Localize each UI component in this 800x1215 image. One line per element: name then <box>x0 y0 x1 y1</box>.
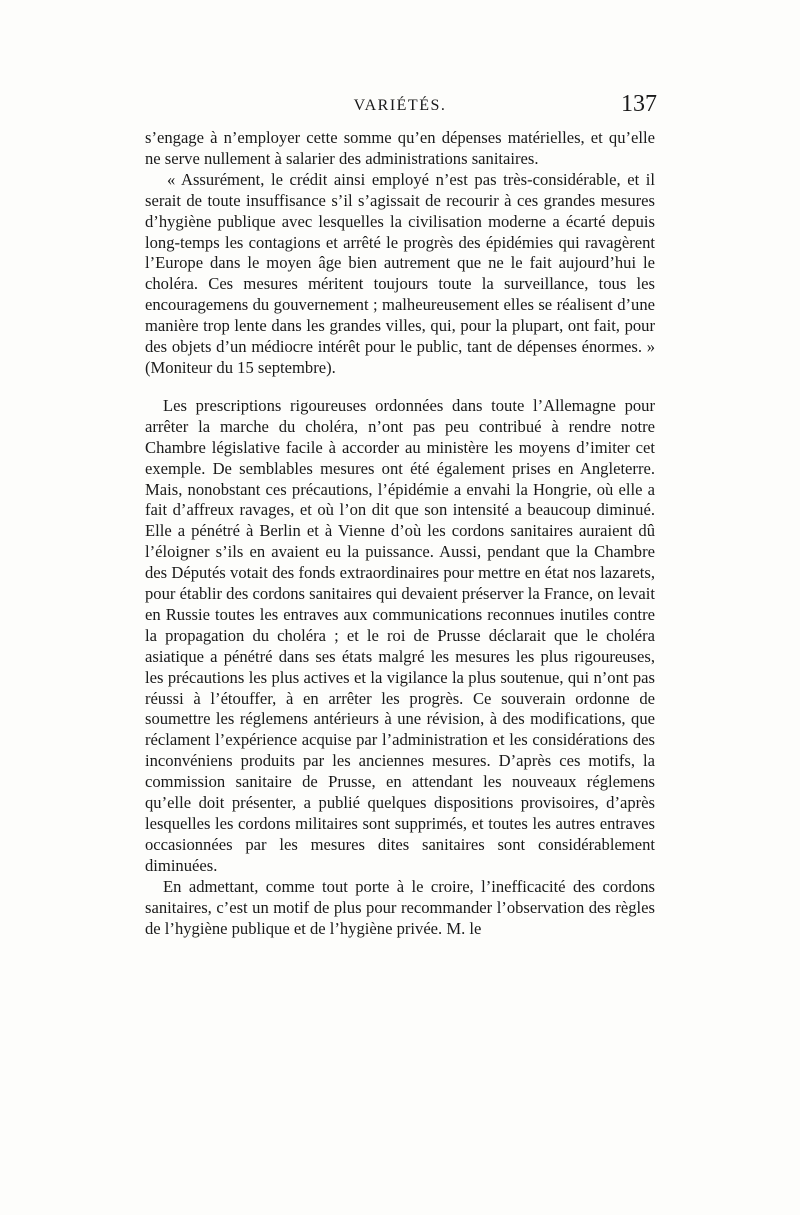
paragraph-prescriptions: Les prescriptions rigoureuses ordonnées dans toute l’Allemagne pour arrêter la marche du choléra, n’ont pas peu contribué à rendre notre Chambre législative facile à accorder au ministère les moyens d’imiter cet exemple. De semblables mesures ont été également prises en Angleterre. Mais, nonobstant ces précautions, l’épidémie a envahi la Hongrie, où elle a fait d’affreux ravages, et où l’on dit que son intensité a beaucoup diminué. Elle a pénétré à Berlin et à Vienne d’où les cordons sanitaires auraient dû l’éloigner s’ils en avaient eu la puissance. Aussi, pendant que la Chambre des Députés votait des fonds extraordinaires pour mettre en état nos lazarets, pour établir des cordons sanitaires qui devaient préserver la France, on levait en Russie toutes les entraves aux communications reconnues inutiles contre la propagation du choléra ; et le roi de Prusse déclarait que le choléra asiatique a pénétré dans ses états malgré les mesures les plus rigoureuses, les précautions les plus actives et la vigilance la plus soutenue, qui n’ont pas réussi à l’étouffer, à en arrêter les progrès. Ce souverain ordonne de soumettre les réglemens antérieurs à une révision, à des modifications, que réclament l’expérience acquise par l’administration et les considérations des inconvéniens produits par les anciennes mesures. D’après ces motifs, la commission sanitaire de Prusse, en attendant les nouveaux réglemens qu’elle doit présenter, a publié quelques dispositions provisoires, d’après lesquelles les cordons militaires sont supprimés, et toutes les autres entraves occasionnées par les mesures dites sanitaires sont considérablement diminuées. <box>145 395 655 875</box>
page-number: 137 <box>621 91 657 117</box>
running-head: VARIÉTÉS. <box>353 97 447 114</box>
paragraph-continuation: s’engage à n’employer cette somme qu’en dépenses matérielles, et qu’elle ne serve nullement à salarier des administrations sanitaires. <box>145 128 655 168</box>
paragraph-conclusion: En admettant, comme tout porte à le croire, l’inefficacité des cordons sanitaires, c’est un motif de plus pour recommander l’observation des règles de l’hygiène publique et de l’hygiène privée. M. le <box>145 876 655 938</box>
page-header <box>145 93 655 123</box>
body-text <box>145 128 655 939</box>
paragraph-quotation: « Assurément, le crédit ainsi employé n’est pas très-considérable, et il serait de toute insuffisance s’il s’agissait de recourir à ces grandes mesures d’hygiène publique avec lesquelles la civilisation moderne a écarté depuis long-temps les contagions et arrêté le progrès des épidémies qui ravagèrent l’Europe dans le moyen âge bien autrement que ne le fait aujourd’hui le choléra. Ces mesures méritent toujours toute la surveillance, tous les encouragemens du gouvernement ; malheureusement elles se réalisent d’une manière trop lente dans les grandes villes, qui, pour la plupart, ont fait, pour des objets d’un médiocre intérêt pour le public, tant de dépenses énormes. » (Moniteur du 15 septembre). <box>145 169 655 377</box>
